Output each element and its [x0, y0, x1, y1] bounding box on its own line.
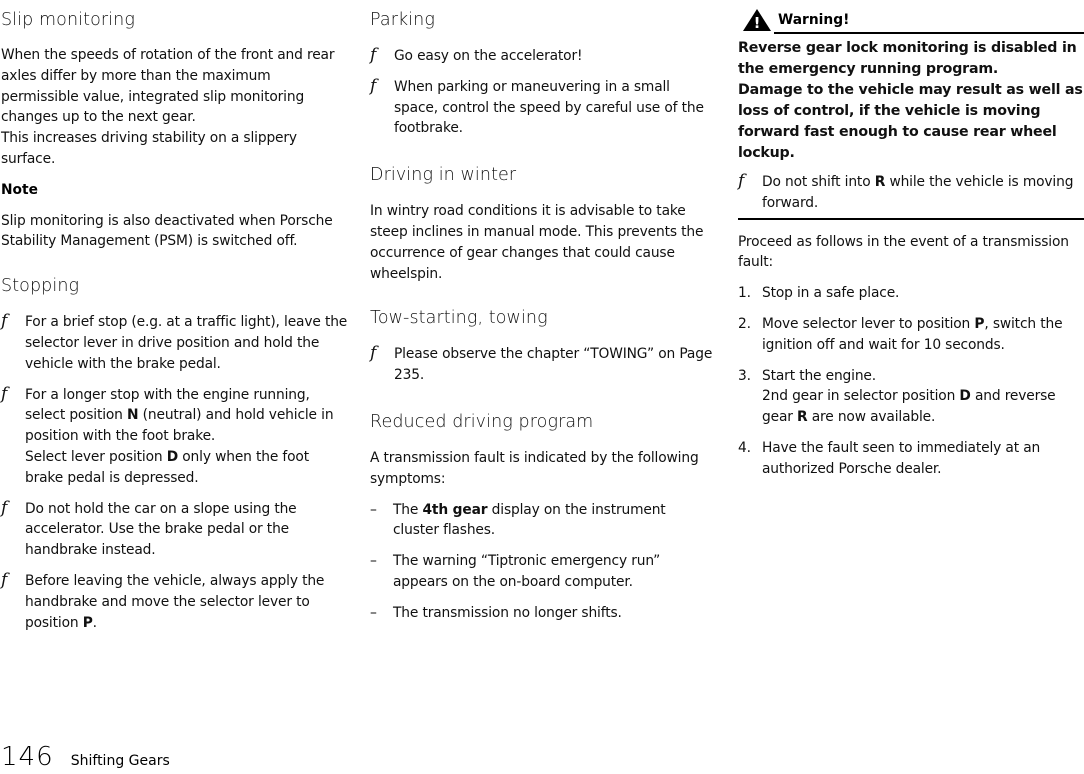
column-1: [1, 8, 349, 643]
winter-text: In wintry road conditions it is advisable to take steep inclines in manual mode. This prevents the occurrence of gear changes that could cause wheelspin.: [370, 203, 704, 282]
step-number: 3.: [738, 367, 751, 384]
list-item: – The warning “Tiptronic emergency run” appears on the on-board computer.: [370, 553, 661, 590]
page-number: 146: [1, 742, 54, 772]
slip-text-2: This increases driving stability on a slippery surface.: [1, 130, 297, 167]
bullet-glyph: f: [1, 311, 8, 332]
parking-list: [370, 46, 715, 139]
tow-list: [370, 344, 715, 386]
page-footer: [1, 740, 170, 774]
list-item: f When parking or maneuvering in a small space, control the speed by careful use of the footbrake.: [370, 75, 704, 137]
bullet-glyph: f: [738, 171, 745, 191]
bullet-glyph: f: [370, 75, 377, 96]
step-number: 4.: [738, 439, 751, 456]
section-title: Shifting Gears: [70, 753, 170, 769]
note-text: Slip monitoring is also deactivated when Porsche Stability Management (PSM) is switched off.: [1, 212, 333, 250]
list-item: f For a brief stop (e.g. at a traffic light), leave the selector lever in drive position and hold the vehicle with the brake pedal.: [1, 311, 348, 372]
warning-list: [738, 172, 1084, 214]
step-number: 2.: [738, 315, 751, 332]
heading-driving-in-winter: Driving in winter: [370, 165, 517, 186]
warning-header: [738, 8, 1084, 34]
reduced-intro: A transmission fault is indicated by the following symptoms:: [370, 449, 699, 487]
list-item: f Do not hold the car on a slope using the accelerator. Use the brake pedal or the handbrake instead.: [1, 497, 297, 559]
fault-steps-list: [738, 283, 1084, 479]
step-number: 1.: [738, 285, 751, 302]
list-item: f Do not shift into R while the vehicle is moving forward.: [738, 171, 1074, 211]
warning-label: Warning!: [778, 12, 850, 28]
dash-glyph: –: [370, 501, 377, 518]
symptoms-list: [370, 500, 715, 624]
list-item: 2. Move selector lever to position P, switch the ignition off and wait for 10 seconds.: [738, 315, 1063, 353]
list-item: – The transmission no longer shifts.: [370, 603, 715, 624]
fault-intro: Proceed as follows in the event of a transmission fault:: [738, 233, 1069, 271]
warning-text-2: Damage to the vehicle may result as well as loss of control, if the vehicle is moving forward fast enough to cause rear wheel lockup.: [738, 82, 1083, 161]
column-3: [738, 8, 1084, 490]
list-item: – The 4th gear display on the instrument cluster flashes.: [370, 501, 666, 539]
bullet-glyph: f: [370, 343, 377, 364]
heading-slip-monitoring: Slip monitoring: [1, 10, 135, 30]
column-2: [370, 8, 715, 634]
list-item: 3. Start the engine. 2nd gear in selector position D and reverse gear R are now available.: [738, 367, 1056, 426]
list-item: f Before leaving the vehicle, always apply the handbrake and move the selector lever to position P.: [1, 569, 325, 631]
warning-rule: [774, 32, 1084, 34]
list-item: f Please observe the chapter “TOWING” on Page 235.: [370, 343, 713, 384]
bullet-glyph: f: [1, 497, 8, 518]
bullet-glyph: f: [1, 383, 8, 404]
list-item: f For a longer stop with the engine running, select position N (neutral) and hold vehicle in position with the foot brake. Select lever position D only when the foot brake pedal is depressed.: [1, 383, 334, 486]
bullet-glyph: f: [1, 569, 8, 590]
heading-reduced-driving-program: Reduced driving program: [370, 411, 594, 432]
list-item: 1. Stop in a safe place.: [738, 283, 1084, 304]
slip-paragraph: [1, 45, 349, 170]
slip-text-1: When the speeds of rotation of the front and rear axles differ by more than the maximum permissible value, integrated slip monitoring changes up to the next gear.: [1, 47, 335, 126]
list-item: f Go easy on the accelerator!: [370, 45, 583, 65]
heading-tow-starting: Tow-starting, towing: [370, 308, 548, 329]
warning-text-1: Reverse gear lock monitoring is disabled in the emergency running program.: [738, 40, 1077, 77]
note-title: Note: [1, 181, 38, 198]
dash-glyph: –: [370, 553, 377, 570]
heading-parking: Parking: [370, 10, 435, 30]
warning-end-rule: [738, 218, 1084, 220]
warning-triangle-icon: [742, 8, 772, 32]
dash-glyph: –: [370, 604, 377, 621]
warning-body: [738, 38, 1084, 214]
warning-icon-glyph: !: [753, 14, 761, 32]
bullet-glyph: f: [370, 45, 377, 65]
stopping-list: [1, 312, 349, 633]
heading-stopping: Stopping: [1, 276, 80, 297]
list-item: 4. Have the fault seen to immediately at an authorized Porsche dealer.: [738, 439, 1041, 477]
